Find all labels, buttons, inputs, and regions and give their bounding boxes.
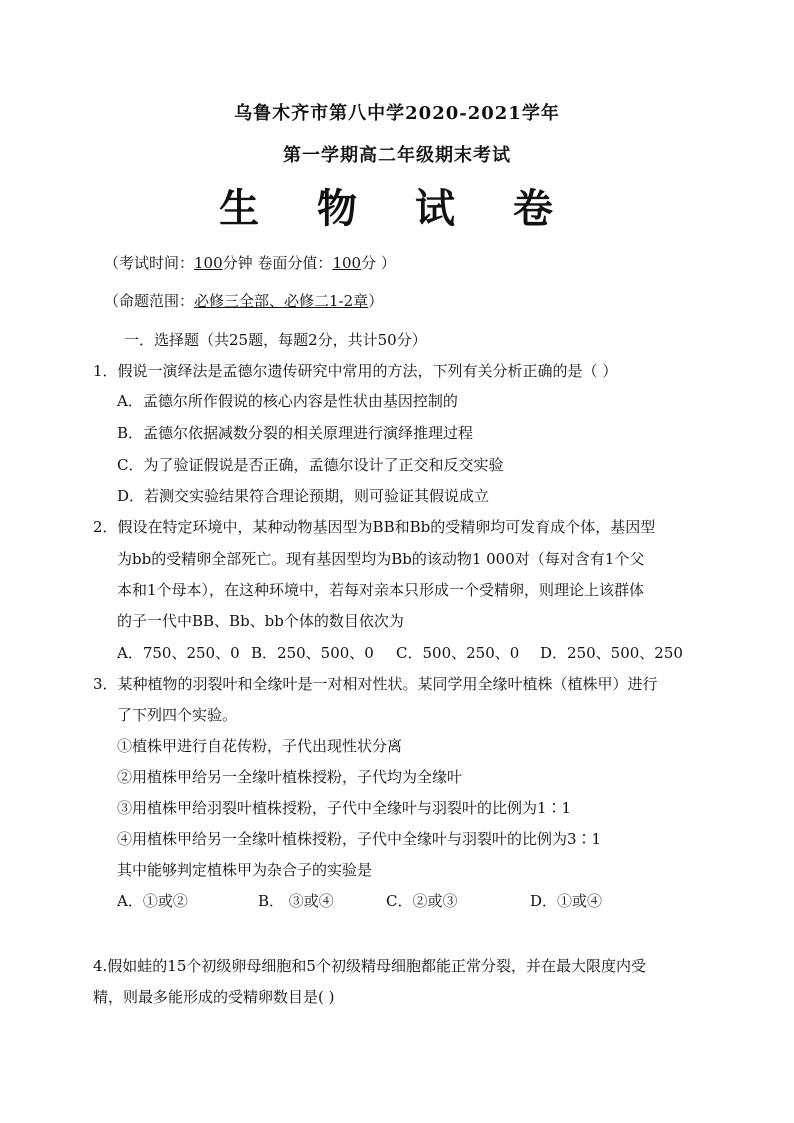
subject-title: 生 物 试 卷 (219, 185, 575, 232)
score-suffix: 分 ） (361, 254, 396, 272)
question-stem: 为bb的受精卵全部死亡。现有基因型均为Bb的该动物1 000对（每对含有1个父 (117, 550, 645, 568)
question-option: B． ③或④ (258, 892, 334, 910)
question-stem: ②用植株甲给另一全缘叶植株授粉，子代均为全缘叶 (117, 768, 463, 786)
question-option: C．500、250、0 (396, 644, 520, 662)
question-stem: 本和1个母本），在这种环境中，若每对亲本只形成一个受精卵，则理论上该群体 (117, 581, 645, 599)
exam-scope-info (104, 291, 383, 311)
question-stem: 了下列四个实验。 (117, 706, 238, 724)
question-option: B．250、500、0 (251, 644, 374, 662)
school-title: 乌鲁木齐市第八中学2020-2021学年 (234, 103, 560, 124)
question-stem: ①植株甲进行自花传粉，子代出现性状分离 (117, 737, 403, 755)
question-stem: 精，则最多能形成的受精卵数目是( ) (93, 988, 335, 1006)
time-value: 100 (194, 254, 223, 272)
question-stem: 的子一代中BB、Bb、bb个体的数目依次为 (117, 612, 404, 630)
scope-prefix: （命题范围： (104, 292, 195, 310)
question-stem: ③用植株甲给羽裂叶植株授粉，子代中全缘叶与羽裂叶的比例为1∶1 (117, 799, 572, 817)
question-option: A．①或② (117, 892, 188, 910)
time-mid: 分钟 卷面分值： (222, 254, 333, 272)
question-option: C．为了验证假说是否正确，孟德尔设计了正交和反交实验 (117, 456, 504, 474)
question-option: D．若测交实验结果符合理论预期，则可验证其假说成立 (117, 487, 490, 505)
question-option: B．孟德尔依据减数分裂的相关原理进行演绎推理过程 (117, 424, 474, 442)
question-option: D．250、500、250 (540, 644, 683, 662)
scope-suffix: ） (368, 292, 384, 310)
question-stem: 4.假如蛙的15个初级卵母细胞和5个初级精母细胞都能正常分裂，并在最大限度内受 (93, 957, 646, 975)
section-heading: 一．选择题（共25题，每题2分，共计50分） (124, 331, 427, 349)
question-stem: 其中能够判定植株甲为杂合子的实验是 (117, 861, 373, 879)
question-stem: 3．某种植物的羽裂叶和全缘叶是一对相对性状。某同学用全缘叶植株（植株甲）进行 (93, 675, 658, 693)
scope-value: 必修三全部、必修二1-2章 (194, 292, 369, 310)
question-option: A．750、250、0 (117, 644, 240, 662)
exam-title: 第一学期高二年级期末考试 (283, 145, 511, 166)
score-value: 100 (332, 254, 362, 272)
question-option: D．①或④ (530, 892, 603, 910)
question-option: A．孟德尔所作假说的核心内容是性状由基因控制的 (117, 392, 458, 410)
exam-time-info (104, 253, 396, 273)
time-prefix: （考试时间： (104, 254, 195, 272)
question-stem: 2．假设在特定环境中，某种动物基因型为BB和Bb的受精卵均可发育成个体，基因型 (93, 518, 656, 536)
question-option: C．②或③ (386, 892, 458, 910)
question-stem: 1．假说一演绎法是孟德尔遗传研究中常用的方法，下列有关分析正确的是（ ） (93, 362, 618, 380)
question-stem: ④用植株甲给另一全缘叶植株授粉，子代中全缘叶与羽裂叶的比例为3∶1 (117, 830, 602, 848)
